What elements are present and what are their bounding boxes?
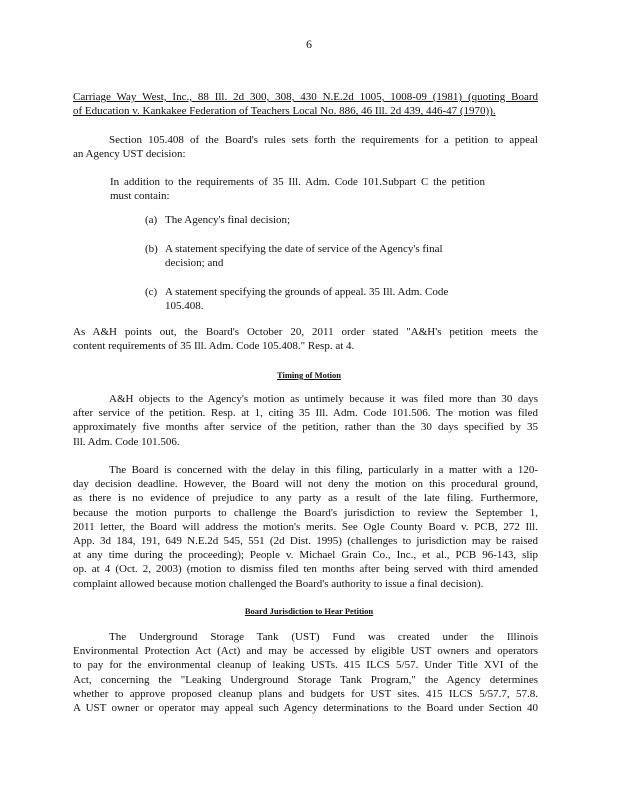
section-paragraph bbox=[73, 133, 538, 161]
text-line: must contain: bbox=[110, 190, 170, 203]
text-line: after service of the petition. Resp. at 1, citing 35 Ill. Adm. Code 101.506. The motion was filed bbox=[73, 407, 538, 420]
text-line: complaint allowed because motion challenged the Board's authority to issue a final decision). bbox=[73, 577, 484, 590]
list-label: (b) bbox=[145, 243, 158, 255]
text-line: Act, concerning the "Leaking Underground Storage Tank Program," the Agency determines bbox=[73, 673, 538, 686]
text-line: As A&H points out, the Board's October 20, 2011 order stated "A&H's petition meets the bbox=[73, 326, 538, 338]
text-line: to pay for the environmental cleanup of leaking USTs. 415 ILCS 5/57. Under Title XVI of the bbox=[73, 659, 538, 672]
list-text: decision; and bbox=[165, 257, 224, 269]
list-text: 105.408. bbox=[165, 300, 204, 312]
text-line: A UST owner or operator may appeal such Agency determinations to the Board under Section 40 bbox=[73, 702, 538, 715]
text-line: as there is no evidence of prejudice to any party as a result of the late filing. Furthermore, bbox=[73, 492, 538, 505]
text-line: whether to approve proposed cleanup plans and budgets for UST sites. 415 ILCS 5/57.7, 57.8. bbox=[73, 687, 538, 700]
text-line: content requirements of 35 Ill. Adm. Code 105.408." Resp. at 4. bbox=[73, 340, 355, 353]
text-line: Section 105.408 of the Board's rules sets forth the requirements for a petition to appeal bbox=[109, 134, 538, 146]
page-number: 6 bbox=[306, 37, 312, 51]
list-text: A statement specifying the date of service of the Agency's final bbox=[165, 243, 443, 255]
text-line: App. 3d 184, 191, 649 N.E.2d 545, 551 (2d Dist. 1995) (challenges to jurisdiction may be raised bbox=[73, 535, 538, 548]
text-line: The Underground Storage Tank (UST) Fund was created under the Illinois bbox=[109, 631, 538, 643]
ah-paragraph bbox=[73, 325, 538, 353]
timing-paragraph-2 bbox=[73, 463, 538, 591]
text-line: Ill. Adm. Code 101.506. bbox=[73, 435, 180, 448]
text-line: Carriage Way West, Inc., 88 Ill. 2d 300, 308, 430 N.E.2d 1005, 1008-09 (1981) (quoting Board bbox=[73, 91, 538, 103]
text-line: A&H objects to the Agency's motion as untimely because it was filed more than 30 days bbox=[109, 393, 538, 405]
text-line: because the motion purports to challenge the Board's jurisdiction to review the September 1, bbox=[73, 506, 538, 519]
text-line: an Agency UST decision: bbox=[73, 148, 186, 161]
text-line: In addition to the requirements of 35 Ill. Adm. Code 101.Subpart C the petition bbox=[110, 176, 485, 188]
text-line: The Board is concerned with the delay in this filing, particularly in a matter with a 120- bbox=[109, 464, 538, 476]
timing-paragraph-1 bbox=[73, 392, 538, 449]
text-line: at any time during the proceeding); People v. Michael Grain Co., Inc., et al., PCB 96-143, slip bbox=[73, 549, 538, 562]
list-text: The Agency's final decision; bbox=[165, 214, 291, 226]
text-line: 2011 letter, the Board will address the motion's merits. See Ogle County Board v. PCB, 272 Ill. bbox=[73, 520, 538, 533]
section-heading-jurisdiction: Board Jurisdiction to Hear Petition bbox=[244, 606, 374, 616]
text-line: day decision deadline. However, the Board will not deny the motion on this procedural ground, bbox=[73, 478, 538, 491]
text-line: op. at 4 (Oct. 2, 2003) (motion to dismiss filed ten months after being served with third amended bbox=[73, 563, 538, 576]
text-line: Environmental Protection Act (Act) and may be accessed by eligible UST owners and operators bbox=[73, 645, 538, 658]
section-heading-timing: Timing of Motion bbox=[276, 370, 342, 380]
citation-paragraph bbox=[73, 90, 538, 118]
text-line: approximately five months after service of the petition, rather than the 30 days specified by 35 bbox=[73, 421, 538, 434]
ust-paragraph bbox=[73, 630, 538, 715]
list-text: A statement specifying the grounds of appeal. 35 Ill. Adm. Code bbox=[165, 286, 449, 298]
list-label: (c) bbox=[145, 286, 158, 298]
text-line: of Education v. Kankakee Federation of Teachers Local No. 886, 46 Ill. 2d 439, 446-47 (1970)). bbox=[73, 105, 496, 118]
list-label: (a) bbox=[145, 214, 158, 226]
block-quote bbox=[110, 175, 485, 203]
